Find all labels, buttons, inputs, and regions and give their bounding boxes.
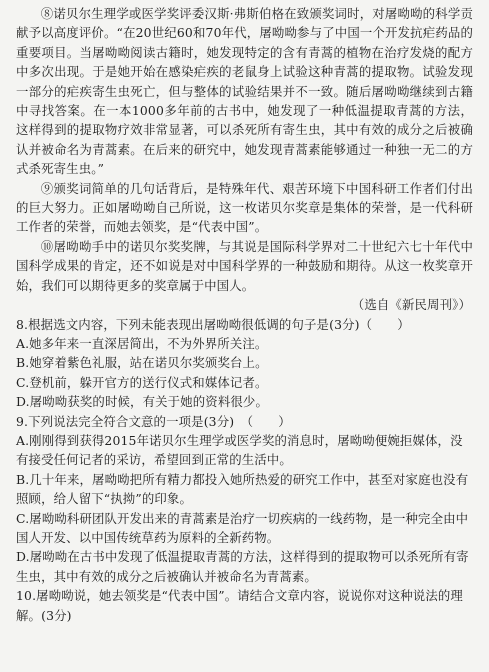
option-d: D.屠呦呦在古书中发现了低温提取青蒿的方法，这样得到的提取物可以杀死所有寄生虫，其中有效的成分之后被确认并被命名为青蒿素。: [16, 549, 469, 584]
option-b: B.她穿着紫色礼服，站在诺贝尔奖颁奖台上。: [16, 355, 268, 371]
option-c: C.屠呦呦科研团队开发出来的青蒿素是治疗一切疾病的一线药物，是一种完全由中国人开发、以中国传统草药为原料的全新药物。: [16, 510, 469, 545]
source-citation: （选自《新民周刊》）: [351, 297, 471, 313]
option-a: A.刚刚得到获得2015年诺贝尔生理学或医学奖的消息时，屠呦呦便婉拒媒体，没有接受任何记者的采访，希望回到正常的生活中。: [16, 432, 463, 468]
option-d: D.屠呦呦获奖的时候，有关于她的资料很少。: [16, 394, 269, 410]
paragraph-9: ⑨颁奖词简单的几句话背后，是特殊年代、艰苦环境下中国科研工作者们付出的巨大努力。正如屠呦呦自己所说，这一枚诺贝尔奖章是集体的荣誉，是一代科研工作者的荣誉，而她去领奖，是“代表中国”。: [16, 180, 473, 235]
option-a: A.她多年来一直深居简出，不为外界所关注。: [16, 335, 268, 351]
question-10: [16, 586, 473, 625]
question-stem: 10.屠呦呦说，她去领奖是“代表中国”。请结合文章内容，说说你对这种说法的理解。(3分): [16, 588, 463, 623]
question-8: [16, 315, 473, 412]
question-stem: 8.根据选文内容，下列未能表现出屠呦呦很低调的句子是(3分)（ ）: [16, 316, 410, 332]
option-b: B.几十年来，屠呦呦把所有精力都投入她所热爱的研究工作中，甚至对家庭也没有照顾，给人留下“执拗”的印象。: [16, 471, 469, 507]
paragraph-10: ⑩屠呦呦手中的诺贝尔奖奖牌，与其说是国际科学界对二十世纪六七十年代中国科学成果的肯定，还不如说是对中国科学界的一种鼓励和期待。从这一枚奖章开始，我们可以期待更多的奖章属于中国人。: [16, 238, 473, 293]
paragraph-8: ⑧诺贝尔生理学或医学奖评委汉斯·弗斯伯格在致颁奖词时，对屠呦呦的科学贡献予以高度评价。“在20世纪60和70年代，屠呦呦参与了中国一个开发抗疟药品的重要项目。当屠呦呦阅读古籍时，她发现特定的含有青蒿的植物在治疗发烧的配方中多次出现。于是她开始在感染疟疾的老鼠身上试验这种青蒿的提取物。试验发现一部分的疟疾寄生虫死亡，但与整体的试验结果并不一致。随后屠呦呦继续到古籍中寻找答案。在一本1000多年前的古书中，她发现了一种低温提取青蒿的方法，这样得到的提取物疗效非常显著，可以杀死所有寄生虫，其中有效的成分之后被确认并被命名为青蒿素。在后来的研究中，她发现青蒿素能够通过一种独一无二的方式杀死寄生虫。”: [16, 6, 473, 177]
option-c: C.登机前，躲开官方的送行仪式和媒体记者。: [16, 374, 268, 390]
question-9: [16, 412, 473, 587]
question-stem: 9.下列说法完全符合文意的一项是(3分) （ ）: [16, 413, 291, 429]
